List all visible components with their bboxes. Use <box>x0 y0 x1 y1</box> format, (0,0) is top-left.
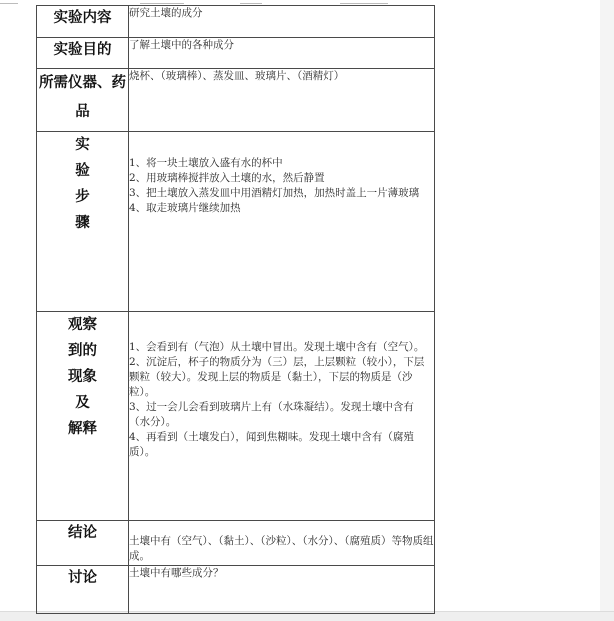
steps-label-char: 骤 <box>75 215 90 231</box>
purpose-text: 了解土壤中的各种成分 <box>129 39 234 51</box>
materials-text: 烧杯、（玻璃棒）、蒸发皿、玻璃片、（酒精灯） <box>129 70 345 82</box>
value-materials <box>129 69 435 132</box>
label-purpose: 实验目的 <box>37 38 129 69</box>
step-item: 2、用玻璃棒搅拌放入土壤的水，然后静置 <box>129 172 325 184</box>
value-steps <box>129 132 435 312</box>
materials-label-line: 品 <box>75 104 90 120</box>
materials-label-line: 所需仪器、药 <box>39 75 126 91</box>
discussion-text: 土壤中有哪些成分？ <box>129 567 224 579</box>
value-conclusion <box>129 521 435 566</box>
page-edge-line <box>240 3 262 4</box>
observation-label-line: 及 <box>75 395 90 411</box>
step-item: 3、把土壤放入蒸发皿中用酒精灯加热，加热时盖上一片薄玻璃 <box>129 187 420 199</box>
value-purpose <box>129 38 435 69</box>
label-steps <box>37 132 129 312</box>
conclusion-text: 土壤中有（空气）、（黏土）、（沙粒）、（水分）、（腐殖质）等物质组成。 <box>129 535 434 562</box>
label-materials <box>37 69 129 132</box>
steps-list <box>129 156 434 216</box>
page-edge-line <box>0 3 18 4</box>
page-edge-line <box>340 3 388 4</box>
value-discussion <box>129 566 435 614</box>
value-observation <box>129 312 435 521</box>
steps-label-char: 验 <box>75 163 90 179</box>
page-edge-line <box>140 3 184 4</box>
row-observation <box>37 312 435 521</box>
experiment-record-table <box>36 5 435 614</box>
steps-label-char: 实 <box>75 137 90 153</box>
steps-label-char: 步 <box>75 189 90 205</box>
content-text: 研究土壤的成分 <box>129 7 203 19</box>
row-content <box>37 6 435 38</box>
step-item: 4、取走玻璃片继续加热 <box>129 202 241 214</box>
step-item: 1、将一块土壤放入盛有水的杯中 <box>129 157 283 169</box>
label-observation <box>37 312 129 521</box>
observation-label-line: 解释 <box>68 421 97 437</box>
row-discussion <box>37 566 435 614</box>
row-conclusion <box>37 521 435 566</box>
row-steps <box>37 132 435 312</box>
observation-item: 4、再看到（土壤发白），闻到焦糊味。发现土壤中含有（腐殖质）。 <box>129 431 414 458</box>
value-content <box>129 6 435 38</box>
row-materials <box>37 69 435 132</box>
viewer-margin <box>600 0 614 620</box>
label-conclusion: 结论 <box>37 521 129 566</box>
observation-item: 1、会看到有（气泡）从土壤中冒出。发现土壤中含有（空气）。 <box>129 341 425 353</box>
observation-label-line: 现象 <box>68 369 97 385</box>
observation-label-line: 到的 <box>68 343 97 359</box>
label-discussion: 讨论 <box>37 566 129 614</box>
observation-label-line: 观察 <box>68 317 97 333</box>
observation-item: 3、过一会儿会看到玻璃片上有（水珠凝结）。发现土壤中含有（水分）。 <box>129 401 414 428</box>
observation-item: 2、沉淀后，杯子的物质分为（三）层，上层颗粒（较小），下层颗粒（较大）。发现上层的物质是（黏土），下层的物质是（沙粒）。 <box>129 356 425 398</box>
label-content: 实验内容 <box>37 6 129 38</box>
row-purpose <box>37 38 435 69</box>
observation-list <box>129 340 434 460</box>
